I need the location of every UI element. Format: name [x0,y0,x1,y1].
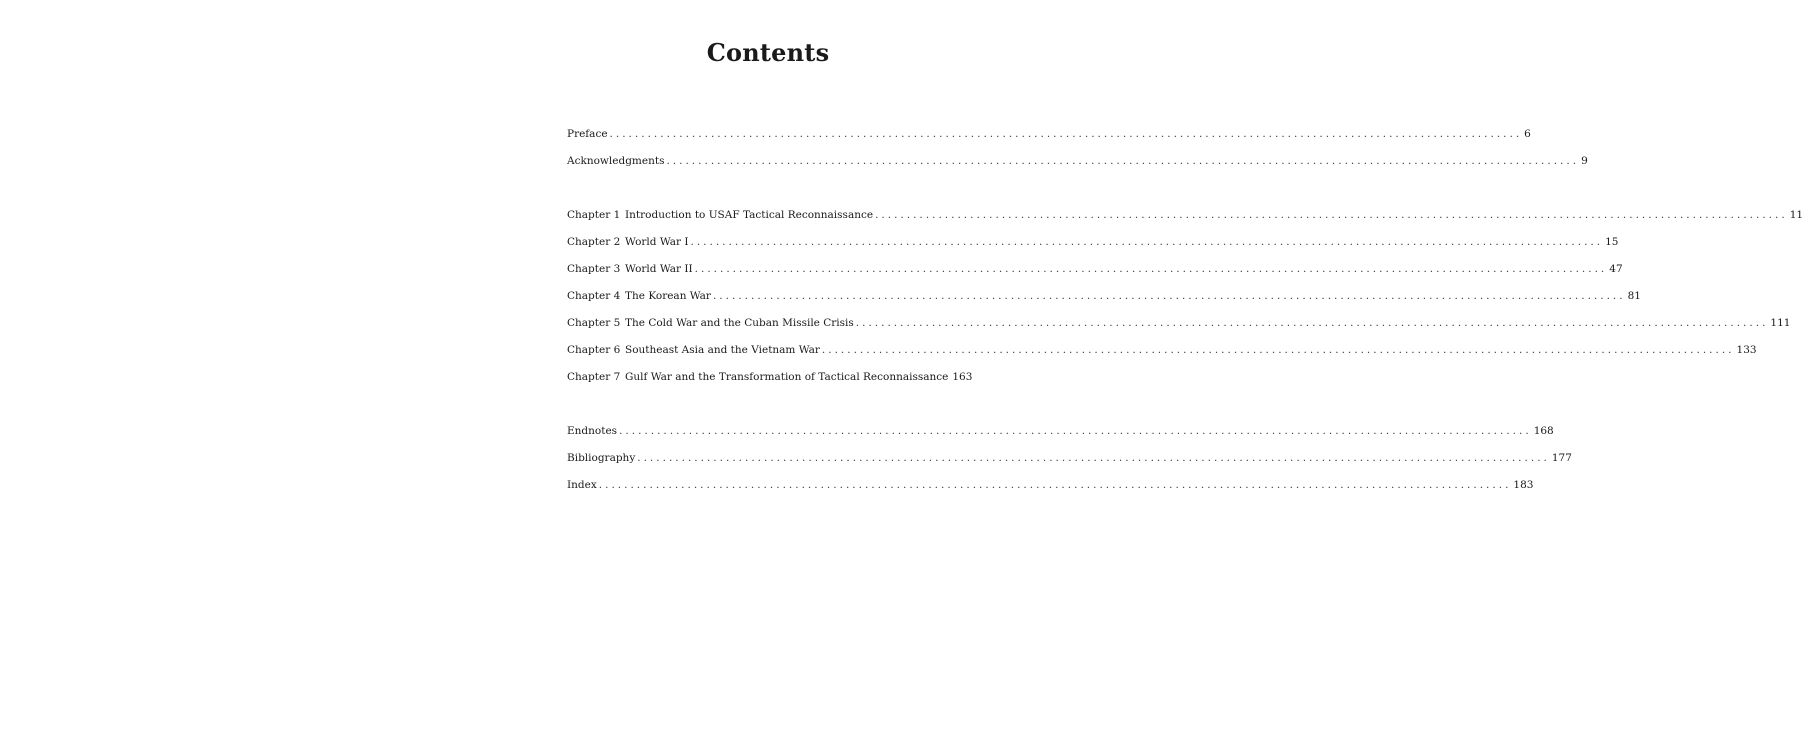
toc-entry-chapter-4[interactable] [567,286,1641,313]
left-blank-page [0,0,512,731]
toc-page-number: 168 [1533,425,1554,437]
toc-entry-title: Bibliography [567,452,636,464]
toc-entry-title: World War I [625,236,689,248]
dot-leader [713,286,1626,306]
toc-page-number: 47 [1609,263,1623,275]
toc-entry-chapter-1[interactable] [567,205,1803,232]
toc-entry-title: Southeast Asia and the Vietnam War [625,344,820,356]
dot-leader [822,340,1735,360]
toc-entry-title: Endnotes [567,425,618,437]
table-of-contents [567,124,1803,502]
toc-entry-title: Preface [567,128,608,140]
toc-entry-title: Index [567,479,597,491]
dot-leader [690,232,1603,252]
toc-entry-chapter-5[interactable] [567,313,1791,340]
toc-entry-preface[interactable] [567,124,1531,151]
dot-leader [599,475,1512,495]
toc-entry-acknowledgments[interactable] [567,151,1588,178]
toc-entry-chapter-3[interactable] [567,259,1623,286]
toc-entry-title: Acknowledgments [567,155,665,167]
dot-leader [637,448,1550,468]
dot-leader [856,313,1769,333]
toc-entry-title: The Korean War [625,290,711,302]
toc-page-number: 11 [1789,209,1803,221]
toc-entry-title: World War II [625,263,693,275]
toc-page-number: 15 [1605,236,1619,248]
toc-page-number: 111 [1770,317,1791,329]
page-title: Contents [706,38,830,67]
toc-entry-endnotes[interactable] [567,421,1554,448]
toc-entry-chapter-7[interactable] [567,367,973,394]
toc-entry-bibliography[interactable] [567,448,1572,475]
chapter-label: Chapter 6 [567,344,621,356]
toc-entry-title: The Cold War and the Cuban Missile Crisis [625,317,854,329]
toc-entry-chapter-2[interactable] [567,232,1619,259]
dot-leader [610,124,1523,144]
chapter-label: Chapter 2 [567,236,621,248]
dot-leader [695,259,1608,279]
toc-page-number: 6 [1524,128,1531,140]
dot-leader [619,421,1532,441]
chapter-label: Chapter 4 [567,290,621,302]
chapter-label: Chapter 1 [567,209,621,221]
dot-leader [875,205,1788,225]
toc-entry-index[interactable] [567,475,1534,502]
toc-page-number: 183 [1513,479,1534,491]
chapter-label: Chapter 5 [567,317,621,329]
toc-page-number: 163 [952,371,973,383]
toc-entry-title: Gulf War and the Transformation of Tactical Reconnaissance [625,371,949,383]
toc-page-number: 133 [1736,344,1757,356]
chapter-label: Chapter 3 [567,263,621,275]
toc-entry-title: Introduction to USAF Tactical Reconnaissance [625,209,874,221]
toc-entry-chapter-6[interactable] [567,340,1757,367]
toc-page-number: 9 [1581,155,1588,167]
chapter-label: Chapter 7 [567,371,621,383]
toc-page-number: 81 [1627,290,1641,302]
toc-page-number: 177 [1551,452,1572,464]
dot-leader [666,151,1579,171]
